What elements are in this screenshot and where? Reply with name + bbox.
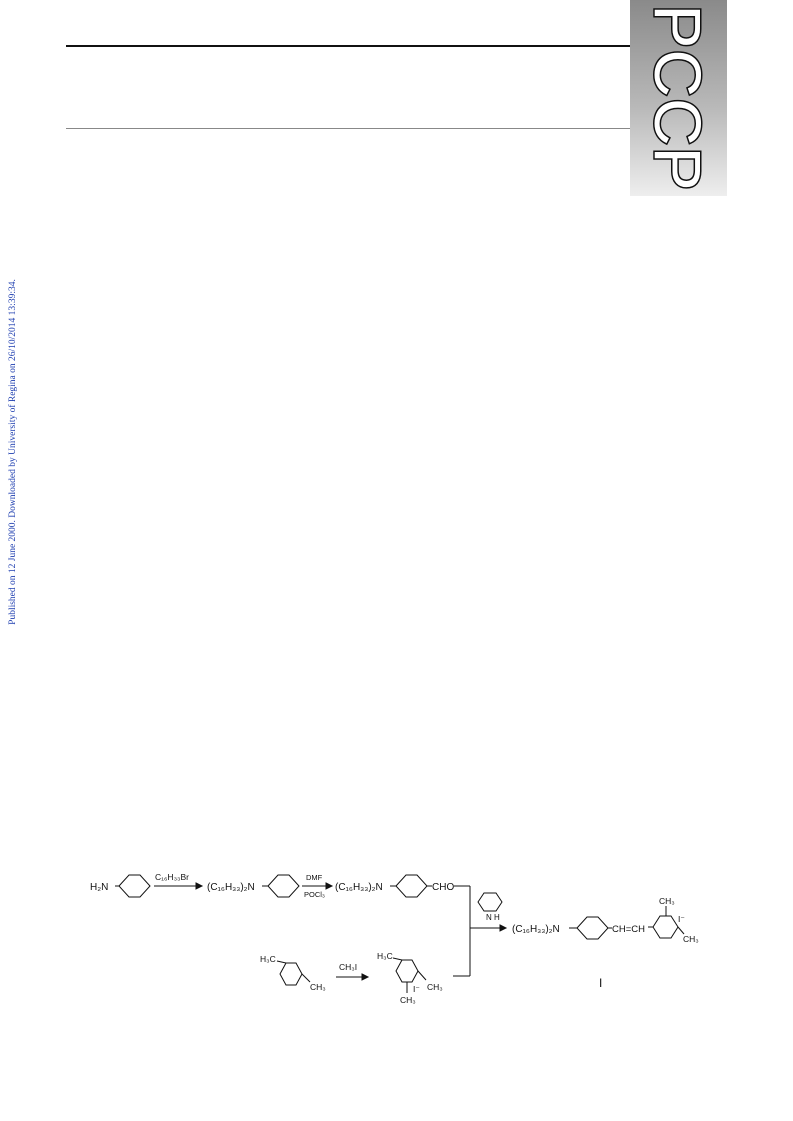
- aniline-ring: [119, 875, 150, 897]
- product-phenyl-ring: [577, 917, 608, 939]
- salt-n-methyl: CH₃: [400, 995, 416, 1005]
- reagent-dmf: DMF: [306, 873, 323, 882]
- reagent-methyl-iodide: CH₃I: [339, 962, 358, 972]
- journal-name: PCCP: [641, 4, 715, 192]
- piperidine-ring: [478, 893, 502, 911]
- aldehyde-amine: (C₁₆H₃₃)₂N: [335, 882, 383, 893]
- product-iodide: I⁻: [678, 914, 685, 924]
- salt-methyl-right: CH₃: [427, 982, 443, 992]
- aldehyde-ring: [396, 875, 427, 897]
- product-pyrazinium-ring: [653, 916, 678, 938]
- download-note: Published on 12 June 2000. Downloaded by University of Regina on 26/10/2014 13:39:34.: [8, 279, 18, 625]
- header-bottom-rule: [66, 128, 632, 129]
- vinyl-link: CH=CH: [612, 924, 645, 935]
- product-ring-methyl: CH₃: [683, 934, 699, 944]
- dimethylpyrazine-ring: [280, 963, 302, 985]
- salt-methyl-left: H₃C: [377, 951, 393, 961]
- pyrazinium-salt-ring: [396, 960, 418, 982]
- product-amine: (C₁₆H₃₃)₂N: [512, 924, 560, 935]
- salt-iodide: I⁻: [413, 984, 420, 994]
- aniline-amine: H₂N: [90, 882, 109, 893]
- aldehyde-group: CHO: [432, 882, 455, 893]
- piperidine-nh: N H: [486, 913, 500, 922]
- product-n-methyl: CH₃: [659, 896, 675, 906]
- dialkylaniline-amine: (C₁₆H₃₃)₂N: [207, 882, 255, 893]
- pyrazine-methyl-left: H₃C: [260, 954, 276, 964]
- pyrazine-methyl-right: CH₃: [310, 982, 326, 992]
- reagent-hexadecyl-bromide: C₁₆H₃₃Br: [155, 872, 189, 882]
- dialkylaniline-ring: [268, 875, 299, 897]
- reaction-scheme: [80, 862, 720, 1022]
- header-top-rule: [66, 45, 632, 47]
- reagent-pocl3: POCl₃: [304, 890, 325, 899]
- compound-label: I: [599, 976, 603, 990]
